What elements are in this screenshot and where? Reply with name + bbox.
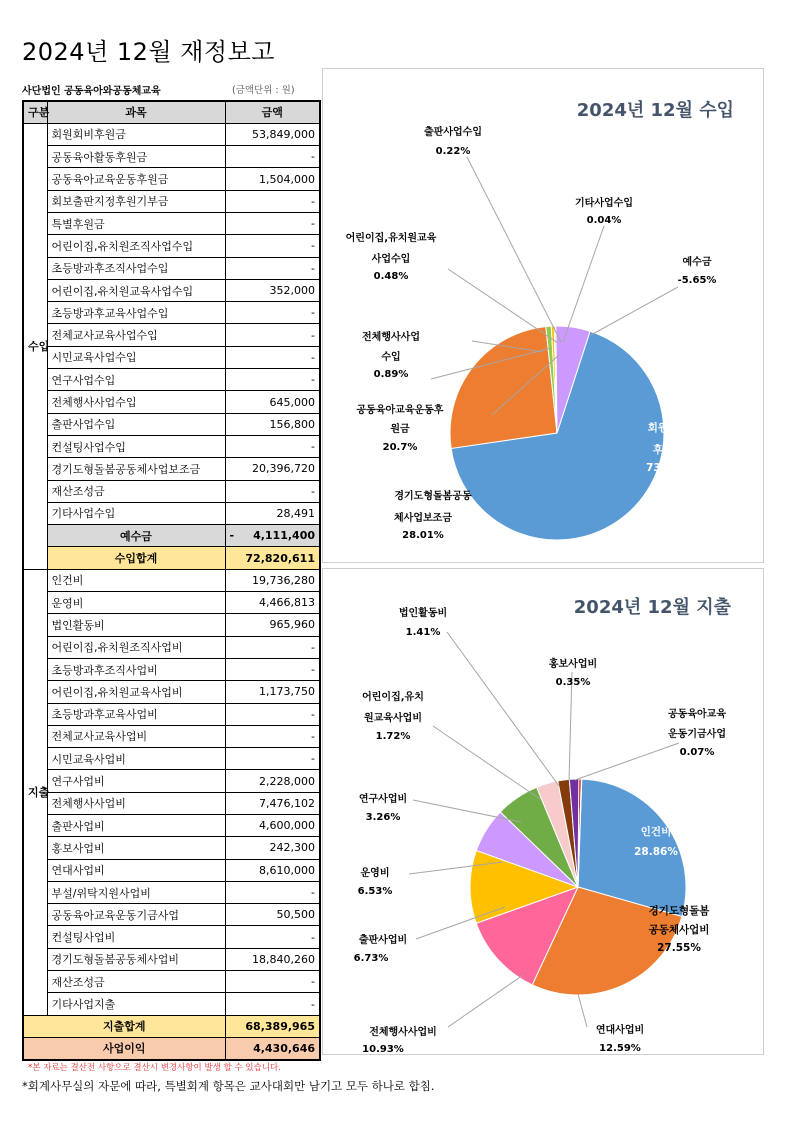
table-row	[23, 480, 320, 502]
profit-row	[23, 1037, 320, 1059]
label-publish-pct: 0.22%	[435, 146, 471, 157]
item-amount: 19,736,280	[225, 569, 320, 591]
label-research-pct: 3.26%	[365, 812, 401, 823]
profit-label: 사업이익	[23, 1037, 225, 1059]
item-amount: 1,173,750	[225, 681, 320, 703]
item-amount: -	[225, 658, 320, 680]
item-name: 재산조성금	[47, 480, 225, 502]
item-amount: -	[225, 302, 320, 324]
table-row	[23, 592, 320, 614]
item-amount: -	[225, 435, 320, 457]
table-row	[23, 658, 320, 680]
item-amount: 8,610,000	[225, 859, 320, 881]
item-amount: -	[225, 926, 320, 948]
item-name: 초등방과후조직사업수입	[47, 257, 225, 279]
table-row	[23, 212, 320, 234]
table-row	[23, 413, 320, 435]
item-amount: -	[225, 971, 320, 993]
table-row	[23, 168, 320, 190]
item-amount: -	[225, 881, 320, 903]
label-kinder-edu-exp-2: 원교육사업비	[364, 713, 422, 724]
item-name: 특별후원금	[47, 212, 225, 234]
table-row	[23, 815, 320, 837]
item-amount: 352,000	[225, 279, 320, 301]
table-row	[23, 569, 320, 591]
item-name: 재산조성금	[47, 971, 225, 993]
item-name: 인건비	[47, 569, 225, 591]
income-total-amount: 72,820,611	[225, 547, 320, 569]
item-name: 어린이집,유치원조직사업수입	[47, 235, 225, 257]
item-name: 연구사업비	[47, 770, 225, 792]
item-name: 컨설팅사업비	[47, 926, 225, 948]
label-event-pct: 0.89%	[373, 369, 409, 380]
expense-total-row	[23, 1015, 320, 1037]
table-row	[23, 948, 320, 970]
header-item: 과목	[47, 101, 225, 123]
label-publish: 출판사업수입	[424, 127, 482, 138]
item-amount: 156,800	[225, 413, 320, 435]
item-name: 회보출판지정후원기부금	[47, 190, 225, 212]
item-amount: -	[225, 748, 320, 770]
label-membership-2: 후원금	[652, 444, 684, 456]
table-row	[23, 859, 320, 881]
leader-line	[467, 157, 561, 342]
label-membership-pct: 73.95%	[646, 462, 690, 474]
item-amount: -	[225, 480, 320, 502]
leader-line	[433, 726, 540, 799]
item-amount: 4,466,813	[225, 592, 320, 614]
item-amount: 53,849,000	[225, 123, 320, 145]
header-category: 구분	[23, 101, 47, 123]
table-row	[23, 324, 320, 346]
income-slice-1	[450, 327, 557, 449]
label-kinder-edu-exp: 어린이집,유치	[362, 692, 424, 703]
label-fund-pct: 0.07%	[679, 747, 715, 758]
label-operation: 운영비	[360, 868, 390, 879]
table-row	[23, 748, 320, 770]
item-amount: 242,300	[225, 837, 320, 859]
item-name: 컨설팅사업수입	[47, 435, 225, 457]
item-name: 경기도형돌봄공동체사업비	[47, 948, 225, 970]
expense-category-label: 지출	[23, 569, 47, 1015]
item-name: 법인활동비	[47, 614, 225, 636]
item-name: 공동육아교육운동후원금	[47, 168, 225, 190]
label-publish-exp: 출판사업비	[358, 935, 408, 946]
item-name: 운영비	[47, 592, 225, 614]
expense-chart-title: 2024년 12월 지출	[573, 597, 731, 618]
expense-total-amount: 68,389,965	[225, 1015, 320, 1037]
table-row	[23, 257, 320, 279]
item-amount: -	[225, 212, 320, 234]
table-row	[23, 792, 320, 814]
label-kinder-edu: 어린이집,유치원교육	[345, 233, 437, 244]
organization-name: 사단법인 공동육아와공동체교육	[22, 86, 161, 97]
item-name: 시민교육사업수입	[47, 346, 225, 368]
label-corporate: 법인활동비	[398, 608, 448, 619]
deposit-amount-wrap	[230, 529, 316, 542]
label-gyeonggi-exp: 경기도형돌봄	[648, 905, 710, 917]
item-name: 연구사업수입	[47, 369, 225, 391]
item-name: 어린이집,유치원교육사업수입	[47, 279, 225, 301]
label-gyeonggi-exp-pct: 27.55%	[657, 942, 701, 954]
item-amount: 2,228,000	[225, 770, 320, 792]
finance-table	[22, 100, 321, 1061]
table-header-row	[23, 101, 320, 123]
item-amount: -	[225, 369, 320, 391]
expense-total-label: 지출합계	[23, 1015, 225, 1037]
table-row	[23, 614, 320, 636]
table-row	[23, 681, 320, 703]
item-amount: 50,500	[225, 904, 320, 926]
label-movement-2: 원금	[390, 424, 410, 435]
leader-line	[563, 226, 604, 342]
table-row	[23, 458, 320, 480]
table-row	[23, 235, 320, 257]
label-gyeonggi-2: 체사업보조금	[394, 513, 452, 524]
deposit-label: 예수금	[47, 525, 225, 547]
item-name: 어린이집,유치원조직사업비	[47, 636, 225, 658]
table-row	[23, 502, 320, 524]
label-research: 연구사업비	[358, 794, 408, 805]
label-personnel-pct: 28.86%	[634, 846, 678, 858]
label-event: 전체행사사업	[362, 332, 420, 343]
leader-line	[591, 287, 678, 335]
item-amount: 645,000	[225, 391, 320, 413]
table-row	[23, 904, 320, 926]
expense-pie-chart	[323, 569, 765, 1056]
item-amount: 1,504,000	[225, 168, 320, 190]
label-other: 기타사업수입	[575, 198, 633, 209]
item-name: 시민교육사업비	[47, 748, 225, 770]
accounting-note: *회계사무실의 자문에 따라, 특별회계 항목은 교사대회만 남기고 모두 하나로 합침.	[22, 1079, 435, 1093]
item-amount: 18,840,260	[225, 948, 320, 970]
table-row	[23, 302, 320, 324]
label-corporate-pct: 1.41%	[405, 627, 441, 638]
leader-line	[448, 269, 558, 343]
income-chart-panel	[322, 68, 764, 563]
label-event-2: 수입	[381, 352, 401, 363]
table-row	[23, 770, 320, 792]
label-event-exp-pct: 10.93%	[362, 1044, 404, 1055]
label-fund: 공동육아교육	[668, 709, 726, 720]
item-amount: 4,600,000	[225, 815, 320, 837]
item-name: 어린이집,유치원교육사업비	[47, 681, 225, 703]
label-fund-2: 운동기금사업	[668, 729, 726, 740]
deposit-sign: -	[229, 529, 235, 543]
income-total-row	[23, 547, 320, 569]
item-name: 공동육아활동후원금	[47, 146, 225, 168]
table-row	[23, 926, 320, 948]
label-solidarity: 연대사업비	[595, 1025, 645, 1036]
item-name: 경기도형돌봄공동체사업보조금	[47, 458, 225, 480]
table-row	[23, 146, 320, 168]
label-kinder-edu-pct: 0.48%	[373, 271, 409, 282]
page-title: 2024년 12월 재정보고	[22, 38, 275, 66]
item-amount: -	[225, 257, 320, 279]
item-amount: 965,960	[225, 614, 320, 636]
item-amount: 20,396,720	[225, 458, 320, 480]
item-amount: -	[225, 636, 320, 658]
label-promotion-pct: 0.35%	[555, 677, 591, 688]
leader-line	[448, 975, 523, 1027]
item-name: 출판사업수입	[47, 413, 225, 435]
table-row	[23, 881, 320, 903]
item-name: 기타사업수입	[47, 502, 225, 524]
item-name: 회원회비후원금	[47, 123, 225, 145]
table-row	[23, 837, 320, 859]
label-gyeonggi: 경기도형돌봄공동	[394, 491, 472, 502]
item-name: 공동육아교육운동기금사업	[47, 904, 225, 926]
table-row	[23, 369, 320, 391]
table-row	[23, 391, 320, 413]
label-publish-exp-pct: 6.73%	[353, 953, 389, 964]
income-chart-title: 2024년 12월 수입	[576, 100, 734, 121]
label-personnel: 인건비	[640, 826, 672, 838]
item-amount: -	[225, 346, 320, 368]
leader-line	[569, 672, 572, 781]
item-name: 초등방과후교육사업수입	[47, 302, 225, 324]
income-pie-chart	[323, 69, 765, 564]
leader-line	[578, 994, 587, 1027]
table-row	[23, 346, 320, 368]
label-event-exp: 전체행사사업비	[369, 1027, 437, 1038]
deposit-amount-cell	[225, 525, 320, 547]
label-promotion: 홍보사업비	[548, 659, 598, 670]
label-deposit: 예수금	[682, 257, 712, 268]
income-total-label: 수입합계	[47, 547, 225, 569]
item-name: 홍보사업비	[47, 837, 225, 859]
item-amount: -	[225, 190, 320, 212]
label-kinder-edu-2: 사업수입	[371, 254, 411, 265]
item-amount: 28,491	[225, 502, 320, 524]
deposit-amount: 4,111,400	[253, 529, 315, 543]
label-gyeonggi-exp-2: 공동체사업비	[648, 924, 710, 936]
disclaimer-note: *본 자료는 결산전 사항으로 결산시 변경사항이 발생 할 수 있습니다.	[28, 1063, 281, 1073]
label-kinder-edu-exp-pct: 1.72%	[375, 731, 411, 742]
label-operation-pct: 6.53%	[357, 886, 393, 897]
expense-chart-panel	[322, 568, 764, 1055]
table-row	[23, 190, 320, 212]
label-membership: 회원회비	[647, 422, 689, 434]
table-row	[23, 279, 320, 301]
item-amount: -	[225, 235, 320, 257]
item-amount: -	[225, 993, 320, 1015]
table-row	[23, 123, 320, 145]
label-solidarity-pct: 12.59%	[599, 1043, 641, 1054]
income-category-label: 수입	[23, 123, 47, 569]
table-row	[23, 993, 320, 1015]
item-amount: -	[225, 703, 320, 725]
leader-line	[447, 632, 559, 786]
item-name: 기타사업지출	[47, 993, 225, 1015]
item-amount: -	[225, 324, 320, 346]
item-name: 전체행사사업수입	[47, 391, 225, 413]
deposit-row	[23, 525, 320, 547]
item-name: 전체행사사업비	[47, 792, 225, 814]
amount-unit: (금액단위 : 원)	[232, 85, 295, 96]
item-name: 전체교사교육사업수입	[47, 324, 225, 346]
item-name: 초등방과후조직사업비	[47, 658, 225, 680]
item-name: 연대사업비	[47, 859, 225, 881]
label-deposit-pct: -5.65%	[677, 275, 717, 286]
table-row	[23, 636, 320, 658]
table-row	[23, 971, 320, 993]
table-row	[23, 435, 320, 457]
item-amount: -	[225, 146, 320, 168]
item-amount: -	[225, 725, 320, 747]
item-amount: 7,476,102	[225, 792, 320, 814]
item-name: 부설/위탁지원사업비	[47, 881, 225, 903]
label-movement: 공동육아교육운동후	[356, 405, 444, 416]
table-row	[23, 703, 320, 725]
item-name: 초등방과후교육사업비	[47, 703, 225, 725]
table-row	[23, 725, 320, 747]
label-other-pct: 0.04%	[586, 215, 622, 226]
label-movement-pct: 20.7%	[382, 442, 418, 453]
item-name: 출판사업비	[47, 815, 225, 837]
profit-amount: 4,430,646	[225, 1037, 320, 1059]
item-name: 전체교사교육사업비	[47, 725, 225, 747]
header-amount: 금액	[225, 101, 320, 123]
leader-line	[575, 743, 679, 780]
label-gyeonggi-pct: 28.01%	[402, 530, 444, 541]
